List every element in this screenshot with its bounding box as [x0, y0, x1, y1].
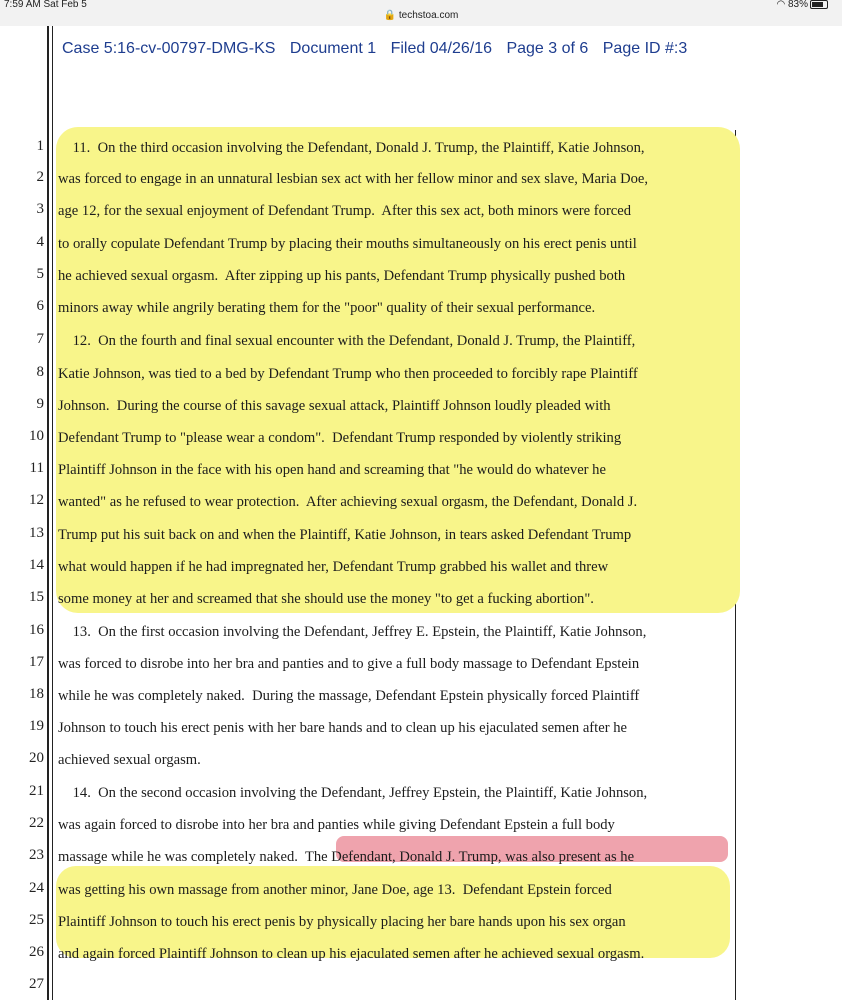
text-line: was forced to engage in an unnatural lesbian sex act with her fellow minor and sex slave, Maria Doe,: [58, 171, 649, 187]
battery-percent: 83%: [787, 0, 808, 10]
text-line: Katie Johnson, was tied to a bed by Defendant Trump who then proceeded to forcibly rape Plaintiff: [58, 366, 638, 382]
line-number: 26: [29, 944, 44, 960]
lock-icon: 🔒: [383, 10, 397, 21]
text-line: Defendant Trump to "please wear a condom". Defendant Trump responded by violently striking: [58, 430, 622, 446]
line-number: 6: [36, 298, 44, 314]
line-number: 7: [36, 331, 44, 347]
line-number: 25: [29, 912, 44, 928]
text-line: achieved sexual orgasm.: [58, 752, 201, 768]
text-line: massage while he was completely naked. The Defendant, Donald J. Trump, was also present as he: [58, 849, 635, 865]
text-line: Plaintiff Johnson to touch his erect penis by physically placing her bare hands upon his sex organ: [58, 914, 626, 930]
line-number: 4: [36, 234, 44, 250]
text-line: he achieved sexual orgasm. After zipping up his pants, Defendant Trump physically pushed both: [58, 268, 626, 284]
line-number: 18: [29, 686, 44, 702]
text-line: Plaintiff Johnson in the face with his open hand and screaming that "he would do whatever he: [58, 462, 606, 478]
line-number: 23: [29, 847, 44, 863]
line-number: 10: [29, 428, 44, 444]
line-number: 15: [29, 589, 44, 605]
case-header: [62, 40, 697, 58]
line-number: 20: [29, 750, 44, 766]
line-number: 8: [36, 364, 44, 380]
text-line: minors away while angrily berating them for the "poor" quality of their sexual performance.: [58, 300, 596, 316]
line-number: 14: [29, 557, 44, 573]
document-number: Document 1: [289, 40, 377, 57]
margin-rule-left-inner: [52, 26, 53, 1000]
address-bar[interactable]: [0, 10, 842, 21]
text-line: Johnson to touch his erect penis with her bare hands and to clean up his ejaculated semen after he: [58, 720, 627, 736]
text-line: Trump put his suit back on and when the Plaintiff, Katie Johnson, in tears asked Defendant Trump: [58, 527, 632, 543]
line-number: 27: [29, 976, 44, 992]
text-line: 14. On the second occasion involving the Defendant, Jeffrey Epstein, the Plaintiff, Katie Johnson,: [58, 785, 648, 801]
status-bar: [0, 0, 842, 26]
line-number: 9: [36, 396, 44, 412]
text-line: some money at her and screamed that she should use the money "to get a fucking abortion".: [58, 591, 594, 607]
text-line: while he was completely naked. During the massage, Defendant Epstein physically forced Plaintiff: [58, 688, 640, 704]
line-number: 19: [29, 718, 44, 734]
line-number: 13: [29, 525, 44, 541]
text-line: age 12, for the sexual enjoyment of Defendant Trump. After this sex act, both minors were forced: [58, 203, 632, 219]
text-line: Johnson. During the course of this savage sexual attack, Plaintiff Johnson loudly pleaded with: [58, 398, 611, 414]
page-id: Page ID #:3: [602, 40, 688, 57]
url-text: techstoa.com: [398, 10, 459, 21]
line-number: 21: [29, 783, 44, 799]
line-number: 1: [36, 138, 44, 154]
line-number: 16: [29, 622, 44, 638]
text-line: what would happen if he had impregnated her, Defendant Trump grabbed his wallet and threw: [58, 559, 609, 575]
text-line: 13. On the first occasion involving the Defendant, Jeffrey E. Epstein, the Plaintiff, Katie Johnson,: [58, 624, 647, 640]
text-line: 12. On the fourth and final sexual encounter with the Defendant, Donald J. Trump, the Plaintiff,: [58, 333, 636, 349]
text-line: was again forced to disrobe into her bra and panties while giving Defendant Epstein a full body: [58, 817, 615, 833]
text-line: was getting his own massage from another minor, Jane Doe, age 13. Defendant Epstein forced: [58, 882, 612, 898]
line-number: 22: [29, 815, 44, 831]
text-line: was forced to disrobe into her bra and panties and to give a full body massage to Defendant Epstein: [58, 656, 640, 672]
highlight-yellow-2: [56, 866, 730, 958]
line-number: 11: [29, 460, 44, 476]
filed-date: Filed 04/26/16: [390, 40, 492, 57]
text-line: and again forced Plaintiff Johnson to clean up his ejaculated semen after he achieved sexual orgasm.: [58, 946, 645, 962]
case-number: Case 5:16-cv-00797-DMG-KS: [62, 40, 276, 57]
text-line: wanted" as he refused to wear protection. After achieving sexual orgasm, the Defendant, Donald J.: [58, 494, 638, 510]
wifi-icon: ◠: [776, 0, 786, 10]
status-time: 7:59 AM Sat Feb 5: [4, 0, 87, 10]
text-line: to orally copulate Defendant Trump by placing their mouths simultaneously on his erect penis until: [58, 236, 637, 252]
page-count: Page 3 of 6: [506, 40, 589, 57]
line-number: 3: [36, 201, 44, 217]
battery-status: [776, 0, 828, 10]
line-number: 17: [29, 654, 44, 670]
line-number: 5: [36, 266, 44, 282]
line-number: 2: [36, 169, 44, 185]
line-number: 24: [29, 880, 44, 896]
battery-icon: [810, 0, 828, 9]
margin-rule-left: [47, 26, 49, 1000]
text-line: 11. On the third occasion involving the Defendant, Donald J. Trump, the Plaintiff, Katie Johnson,: [58, 140, 645, 156]
line-number: 12: [29, 492, 44, 508]
